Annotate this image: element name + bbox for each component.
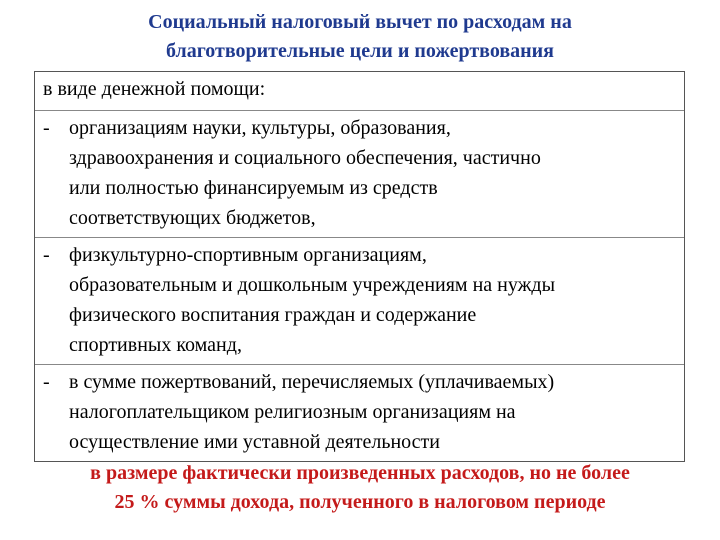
table-row (35, 364, 684, 461)
item-line: в сумме пожертвований, перечисляемых (уплачиваемых) (69, 371, 555, 393)
title-line-1: Социальный налоговый вычет по расходам на (148, 11, 572, 33)
footer-line-2: 25 % суммы дохода, полученного в налоговом периоде (114, 491, 606, 513)
item-line: налогоплательщиком религиозным организациям на (69, 401, 516, 423)
dash-marker: - (43, 371, 50, 393)
table-row (35, 237, 684, 364)
footer-note (10, 459, 710, 517)
item-line: здравоохранения и социального обеспечения, частично (69, 147, 541, 169)
item-line: физкультурно-спортивным организациям, (69, 244, 427, 266)
item-line: или полностью финансируемым из средств (69, 177, 438, 199)
title-line-2: благотворительные цели и пожертвования (165, 40, 555, 62)
dash-marker: - (43, 244, 50, 266)
table-row (35, 110, 684, 237)
page-title (40, 8, 680, 66)
table-header-row (35, 72, 684, 110)
item-line: организациям науки, культуры, образования, (69, 117, 451, 139)
dash-marker: - (43, 117, 50, 139)
item-line: осуществление ими уставной деятельности (69, 431, 440, 453)
footer-line-1: в размере фактически произведенных расходов, но не более (90, 462, 630, 484)
table-header-text: в виде денежной помощи: (43, 78, 266, 100)
item-line: образовательным и дошкольным учреждениям на нужды (69, 274, 556, 296)
deduction-table (34, 71, 685, 462)
item-line: спортивных команд, (69, 334, 242, 356)
item-line: физического воспитания граждан и содержание (69, 304, 477, 326)
item-line: соответствующих бюджетов, (69, 207, 316, 229)
